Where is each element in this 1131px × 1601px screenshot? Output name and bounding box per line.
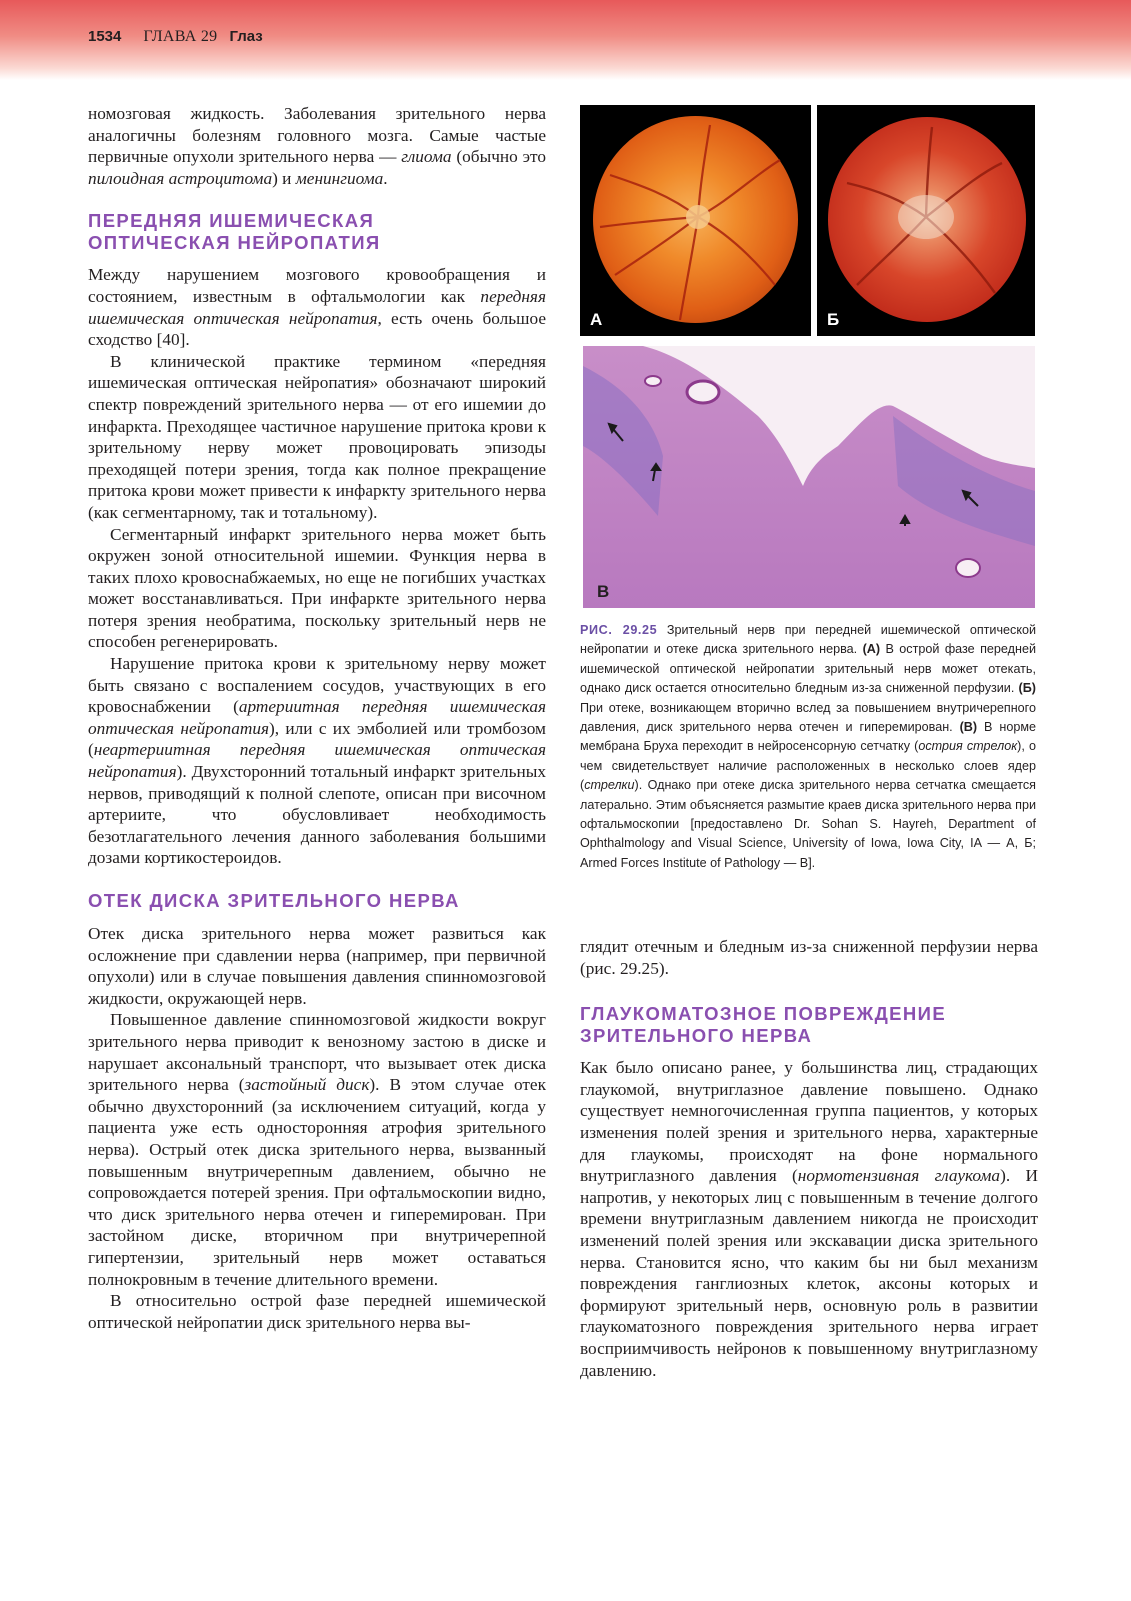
right-column	[580, 936, 1038, 1381]
chapter-title: Глаз	[229, 28, 263, 45]
histology-tissue	[583, 346, 1035, 608]
paragraph: Сегментарный инфаркт зрительного нерва может быть окружен зоной относительной ишемии. Функция нерва в таких плохо кровоснабжаемых, но еще не погибших участках может восстанавливаться. При инфаркте зрительного нерва потеря зрения необратима, поскольку зрительный нерв не способен регенерировать.	[88, 524, 546, 652]
paragraph: глядит отечным и бледным из-за сниженной перфузии нерва (рис. 29.25).	[580, 937, 1038, 978]
section-heading-glaucoma: ГЛАУКОМАТОЗНОЕ ПОВРЕЖДЕНИЕ ЗРИТЕЛЬНОГО НЕРВА	[580, 1003, 947, 1047]
fundus-b-vessels	[817, 105, 1035, 336]
paragraph: В клинической практике термином «передняя ишемическая оптическая нейропатия» обозначают широкий спектр повреждений зрительного нерва — от его ишемии до инфаркта. Преходящее частичное нарушение притока крови к зрительному нерву может провоцировать эпизоды преходящей потери зрения, тогда как полное прекращение притока крови может привести к инфаркту зрительного нерва (как сегментарному, так и тотальному).	[88, 351, 546, 522]
histology-photo-c	[583, 346, 1035, 608]
panel-label-b: Б	[827, 310, 840, 329]
page-number: 1534	[88, 28, 122, 45]
section-heading-disc-edema: ОТЕК ДИСКА ЗРИТЕЛЬНОГО НЕРВА	[88, 890, 460, 911]
figure-number: РИС. 29.25	[580, 623, 658, 637]
intro-paragraph: номозговая жидкость. Заболевания зрительного нерва аналогичны болезням головного мозга. Самые частые первичные опухоли зрительного нерва — глиома (обычно это пилоидная астроцитома) и менингиома.	[88, 104, 546, 188]
fundus-a-vessels	[580, 105, 811, 336]
paragraph: В относительно острой фазе передней ишемической оптической нейропатии диск зрительного нерва вы-	[88, 1291, 546, 1332]
fundus-photo-a	[580, 105, 811, 336]
left-column	[88, 103, 546, 1333]
panel-label-a: А	[590, 310, 603, 329]
section-heading-ischemic-neuropathy: ПЕРЕДНЯЯ ИШЕМИЧЕСКАЯ ОПТИЧЕСКАЯ НЕЙРОПАТИЯ	[88, 210, 381, 254]
paragraph: Как было описано ранее, у большинства лиц, страдающих глаукомой, внутриглазное давление повышено. Однако существует немногочисленная группа пациентов, у которых изменения полей зрения и зрительного нерва, характерные для глаукомы, происходят на фоне нормального внутриглазного давления (нормотензивная глаукома). И напротив, у некоторых лиц с повышенным в течение долгого времени внутриглазным давлением никогда не происходит изменений полей зрения или экскавации диска зрительного нерва. Становится ясно, что каким бы ни был механизм повреждения ганглиозных клеток, аксоны которых и формируют зрительный нерв, основную роль в развитии глаукоматозного повреждения зрительного нерва играет восприимчивость нейронов к повышенному внутриглазному давлению.	[580, 1058, 1038, 1380]
panel-label-c: В	[597, 582, 610, 601]
chapter-label: ГЛАВА 29	[143, 28, 218, 45]
paragraph: Отек диска зрительного нерва может развиться как осложнение при сдавлении нерва (например, при первичной опухоли) или в случае повышения давления спинномозговой жидкости, окружающей нерв.	[88, 924, 546, 1008]
figure-caption: РИС. 29.25 Зрительный нерв при передней ишемической оптической нейропатии и отеке диска зрительного нерва. (А) В острой фазе передней ишемической оптической нейропатии зрительный нерв может отекать, однако диск остается относительно бледным из-за сниженной перфузии. (Б) При отеке, возникающем вторично вслед за повышением внутричерепного давления, диск зрительного нерва отечен и гиперемирован. (В) В норме мембрана Бруха переходит в нейросенсорную сетчатку (острия стрелок), о чем свидетельствует наличие расположенных в несколько слоев ядер (стрелки). Однако при отеке диска зрительного нерва сетчатка смещается латерально. Этим объясняется размытие краев диска зрительного нерва при офтальмоскопии [предоставлено Dr. Sohan S. Hayreh, Department of Ophthalmology and Visual Science, University of Iowa, Iowa City, IA — А, Б; Armed Forces Institute of Pathology — В].	[580, 623, 1037, 870]
running-head	[88, 28, 263, 46]
paragraph: Повышенное давление спинномозговой жидкости вокруг зрительного нерва приводит к венозному застою в диске и нарушает аксональный транспорт, что вызывает отек диска зрительного нерва (застойный диск). В этом случае отек обычно двухсторонний (за исключением ситуаций, когда у пациента уже есть односторонняя атрофия зрительного нерва). Острый отек диска зрительного нерва, вызванный повышенным внутричерепным давлением, обычно не сопровождается потерей зрения. При офтальмоскопии видно, что диск зрительного нерва отечен и гиперемирован. При застойном диске, вторичном при внутричерепной гипертензии, зрительный нерв может оставаться полнокровным в течение длительного времени.	[88, 1010, 546, 1289]
fundus-photo-b	[817, 105, 1035, 336]
page-header-band	[0, 0, 1131, 80]
paragraph: Между нарушением мозгового кровообращения и состоянием, известным в офтальмологии как передняя ишемическая оптическая нейропатия, есть очень большое сходство [40].	[88, 265, 546, 350]
paragraph: Нарушение притока крови к зрительному нерву может быть связано с воспалением сосудов, участвующих в его кровоснабжении (артериитная передняя ишемическая оптическая нейропатия), или с их эмболией или тромбозом (неартериитная передняя ишемическая оптическая нейропатия). Двухсторонний тотальный инфаркт зрительных нервов, приводящий к полной слепоте, описан при височном артериите, что обусловливает необходимость безотлагательного лечения данного заболевания большими дозами кортикостероидов.	[88, 654, 546, 868]
